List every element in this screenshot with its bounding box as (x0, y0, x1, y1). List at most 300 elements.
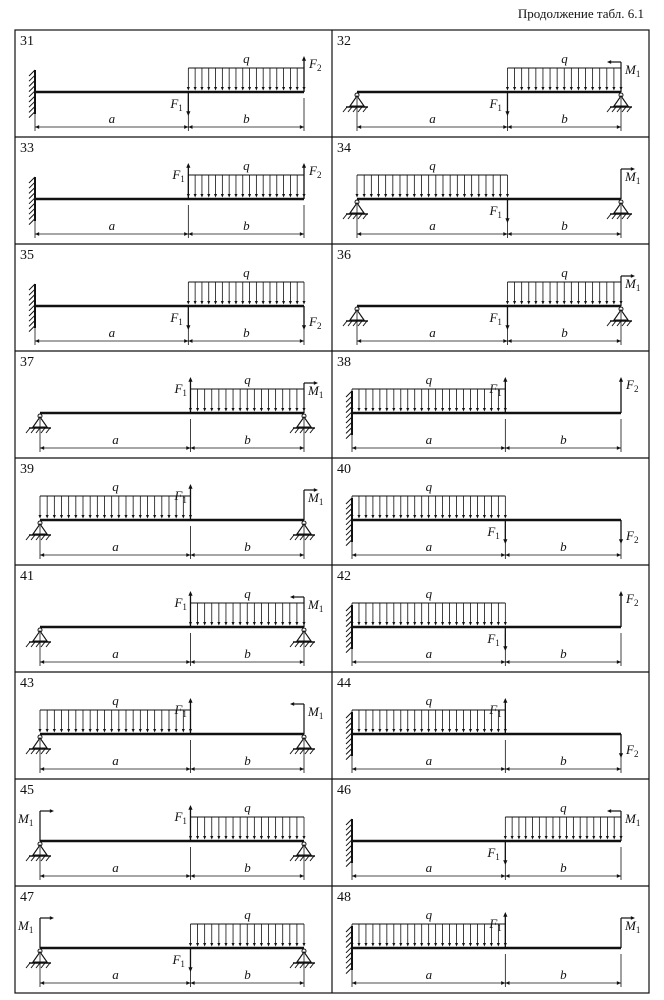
arrowhead (549, 301, 552, 305)
arrowhead (617, 660, 621, 664)
distributed-load-q (350, 496, 506, 519)
arrowhead (378, 515, 381, 519)
force-label-F1: $F_1$ (170, 96, 183, 113)
problem-number: 47 (20, 890, 34, 905)
arrowhead (483, 943, 486, 947)
arrowhead (196, 408, 199, 412)
arrowhead (274, 408, 277, 412)
arrowhead (527, 87, 530, 91)
arrowhead (619, 539, 623, 544)
problem-34 (337, 141, 640, 238)
arrowhead (132, 515, 135, 519)
arrowhead (371, 515, 374, 519)
arrowhead (186, 660, 190, 664)
arrowhead (196, 836, 199, 840)
arrowhead (300, 767, 304, 771)
arrowhead (239, 408, 242, 412)
arrowhead (476, 622, 479, 626)
arrowhead (355, 194, 358, 198)
dimension-label-a: a (425, 860, 433, 875)
pin-support-left (26, 414, 51, 433)
pin-support-right (290, 949, 315, 968)
arrowhead (357, 515, 360, 519)
arrowhead (490, 622, 493, 626)
arrowhead (296, 301, 299, 305)
arrowhead (182, 515, 185, 519)
arrowhead (352, 660, 356, 664)
arrowhead (507, 339, 511, 343)
arrowhead (534, 301, 537, 305)
arrowhead (224, 943, 227, 947)
arrowhead (188, 591, 192, 596)
arrowhead (497, 729, 500, 733)
arrowhead (551, 836, 554, 840)
problem-33 (20, 141, 322, 238)
force-label-F1: $F_1$ (174, 488, 187, 505)
arrowhead (364, 943, 367, 947)
arrowhead (302, 301, 305, 305)
moment-M1 (17, 809, 54, 841)
arrowhead (302, 325, 306, 330)
dimension-label-b: b (244, 432, 251, 447)
arrowhead (434, 943, 437, 947)
arrowhead (352, 874, 356, 878)
arrowhead (504, 515, 507, 519)
force-F2 (619, 591, 639, 627)
arrowhead (190, 553, 194, 557)
arrowhead (371, 729, 374, 733)
arrowhead (448, 729, 451, 733)
arrowhead (455, 729, 458, 733)
arrowhead (384, 194, 387, 198)
arrowhead (40, 874, 44, 878)
arrowhead (617, 446, 621, 450)
dimension-label-a: a (108, 325, 116, 340)
force-F2 (302, 163, 322, 199)
dimension-label-b: b (244, 753, 251, 768)
arrowhead (497, 408, 500, 412)
problem-number: 34 (337, 141, 351, 156)
arrowhead (281, 836, 284, 840)
arrowhead (524, 836, 527, 840)
arrowhead (288, 408, 291, 412)
arrowhead (505, 660, 509, 664)
arrowhead (363, 194, 366, 198)
arrowhead (413, 515, 416, 519)
arrowhead (506, 301, 509, 305)
arrowhead (160, 729, 163, 733)
arrowhead (505, 325, 509, 330)
arrowhead (507, 125, 511, 129)
arrowhead (281, 408, 284, 412)
arrowhead (67, 515, 70, 519)
arrowhead (541, 301, 544, 305)
arrowhead (371, 622, 374, 626)
arrowhead (103, 729, 106, 733)
problem-32 (337, 34, 640, 131)
moment-label-M1: $M_1$ (18, 811, 34, 828)
force-F1 (173, 591, 192, 627)
arrowhead (96, 729, 99, 733)
moment-label-M1: $M_1$ (308, 704, 324, 721)
arrowhead (385, 943, 388, 947)
arrowhead (579, 836, 582, 840)
arrowhead (520, 301, 523, 305)
problem-31 (20, 34, 322, 131)
force-label-F1: $F_1$ (489, 310, 502, 327)
arrowhead (565, 836, 568, 840)
arrowhead (462, 515, 465, 519)
arrowhead (188, 232, 192, 236)
arrowhead (398, 194, 401, 198)
arrowhead (74, 729, 77, 733)
arrowhead (406, 622, 409, 626)
arrowhead (38, 729, 41, 733)
arrowhead (392, 408, 395, 412)
force-label-F1: $F_1$ (170, 310, 183, 327)
arrowhead (406, 729, 409, 733)
dimension-lines (40, 526, 304, 559)
arrowhead (503, 339, 507, 343)
arrowhead (302, 56, 306, 61)
arrowhead (40, 446, 44, 450)
arrowhead (275, 87, 278, 91)
moment-label-M1: $M_1$ (18, 918, 34, 935)
problem-number: 46 (337, 783, 351, 798)
fixed-wall-support (29, 70, 35, 118)
arrowhead (352, 767, 356, 771)
arrowhead (300, 660, 304, 664)
arrowhead (175, 515, 178, 519)
arrowhead (427, 408, 430, 412)
load-label-q: q (425, 586, 433, 601)
arrowhead (117, 729, 120, 733)
force-label-F2: $F_2$ (309, 163, 322, 180)
arrowhead (267, 943, 270, 947)
arrowhead (364, 729, 367, 733)
dimension-label-b: b (244, 967, 251, 982)
arrowhead (392, 729, 395, 733)
arrowhead (570, 301, 573, 305)
force-F1 (169, 92, 190, 116)
force-F1 (171, 948, 192, 972)
force-label-F1: $F_1$ (489, 203, 502, 220)
arrowhead (89, 515, 92, 519)
arrowhead (377, 194, 380, 198)
force-label-F1: $F_1$ (174, 595, 187, 612)
moment-label-M1: $M_1$ (625, 62, 641, 79)
arrowhead (357, 408, 360, 412)
arrowhead (503, 539, 507, 544)
arrowhead (221, 194, 224, 198)
arrowhead (413, 408, 416, 412)
arrowhead (385, 622, 388, 626)
arrowhead (420, 729, 423, 733)
force-F2 (302, 56, 322, 92)
arrowhead (60, 515, 63, 519)
arrowhead (462, 408, 465, 412)
fixed-wall-support (346, 498, 352, 546)
arrowhead (352, 446, 356, 450)
arrowhead (420, 515, 423, 519)
dimension-label-b: b (561, 325, 568, 340)
arrowhead (598, 87, 601, 91)
arrowhead (492, 194, 495, 198)
arrowhead (221, 301, 224, 305)
dimension-label-b: b (244, 860, 251, 875)
arrowhead (420, 408, 423, 412)
problem-number: 42 (337, 569, 351, 584)
arrowhead (499, 194, 502, 198)
arrowhead (556, 87, 559, 91)
arrowhead (497, 622, 500, 626)
distributed-load-q (504, 817, 623, 840)
arrowhead (413, 194, 416, 198)
arrowhead (160, 515, 163, 519)
dimension-label-b: b (561, 111, 568, 126)
arrowhead (268, 301, 271, 305)
arrowhead (281, 943, 284, 947)
dimension-label-a: a (429, 111, 436, 126)
arrowhead (190, 660, 194, 664)
pin-support-right (290, 842, 315, 861)
load-label-q: q (112, 479, 119, 494)
arrowhead (469, 943, 472, 947)
problem-number: 31 (20, 34, 34, 49)
moment-M1 (621, 916, 640, 948)
arrowhead (617, 874, 621, 878)
arrowhead (427, 943, 430, 947)
fixed-wall-support (29, 284, 35, 332)
arrowhead (217, 836, 220, 840)
arrowhead (592, 836, 595, 840)
arrowhead (585, 836, 588, 840)
arrowhead (572, 836, 575, 840)
arrowhead (262, 194, 265, 198)
problem-37 (20, 355, 323, 452)
force-label-F1: $F_1$ (174, 381, 187, 398)
moment-label-M1: $M_1$ (625, 811, 641, 828)
distributed-load-q (350, 389, 506, 412)
arrowhead (35, 125, 39, 129)
arrowhead (619, 377, 623, 382)
arrowhead (503, 912, 507, 917)
dimension-label-b: b (243, 218, 250, 233)
arrowhead (448, 943, 451, 947)
distributed-load-q (38, 496, 192, 519)
arrowhead (196, 943, 199, 947)
arrowhead (506, 87, 509, 91)
arrowhead (203, 836, 206, 840)
arrowhead (497, 515, 500, 519)
dimension-label-a: a (425, 753, 433, 768)
arrowhead (476, 729, 479, 733)
arrowhead (188, 967, 192, 972)
problem-48 (337, 890, 640, 987)
arrowhead (427, 194, 430, 198)
arrowhead (503, 860, 507, 865)
arrowhead (282, 87, 285, 91)
arrowhead (188, 377, 192, 382)
arrowhead (248, 194, 251, 198)
arrowhead (501, 660, 505, 664)
arrowhead (210, 836, 213, 840)
problem-number: 36 (337, 248, 351, 263)
dimension-label-b: b (560, 967, 567, 982)
arrowhead (462, 729, 465, 733)
arrowhead (295, 622, 298, 626)
arrowhead (490, 408, 493, 412)
arrowhead (207, 194, 210, 198)
arrowhead (203, 408, 206, 412)
fixed-wall-support (346, 926, 352, 974)
arrowhead (490, 729, 493, 733)
distributed-load-q (355, 175, 509, 198)
dimension-label-a: a (429, 218, 436, 233)
arrowhead (81, 515, 84, 519)
dimension-label-a: a (425, 432, 433, 447)
arrowhead (503, 377, 507, 382)
arrowhead (300, 446, 304, 450)
moment-M1 (607, 809, 640, 841)
arrowhead (503, 125, 507, 129)
arrowhead (469, 515, 472, 519)
moment-label-M1: $M_1$ (308, 597, 324, 614)
arrowhead (186, 325, 190, 330)
arrowhead (513, 87, 516, 91)
arrowhead (187, 301, 190, 305)
problem-number: 39 (20, 462, 34, 477)
arrowhead (267, 408, 270, 412)
force-label-F2: $F_2$ (626, 377, 639, 394)
arrowhead (427, 622, 430, 626)
fixed-wall-support (29, 177, 35, 225)
arrowhead (357, 943, 360, 947)
arrowhead (441, 622, 444, 626)
dimension-label-b: b (561, 218, 568, 233)
arrowhead (246, 943, 249, 947)
arrowhead (274, 943, 277, 947)
pin-support-right (607, 200, 632, 219)
arrowhead (511, 836, 514, 840)
arrowhead (186, 981, 190, 985)
arrowhead (448, 515, 451, 519)
arrowhead (248, 87, 251, 91)
dimension-lines (40, 419, 304, 452)
arrowhead (246, 622, 249, 626)
arrowhead (505, 553, 509, 557)
arrowhead (477, 194, 480, 198)
arrowhead (449, 194, 452, 198)
pin-support-right (290, 628, 315, 647)
arrowhead (289, 194, 292, 198)
arrowhead (228, 194, 231, 198)
problem-number: 35 (20, 248, 34, 263)
pin-support-left (26, 628, 51, 647)
arrowhead (607, 60, 611, 64)
arrowhead (187, 87, 190, 91)
dimension-label-a: a (112, 753, 119, 768)
arrowhead (234, 87, 237, 91)
arrowhead (385, 408, 388, 412)
dimension-label-a: a (429, 325, 436, 340)
arrowhead (527, 301, 530, 305)
distributed-load-q (350, 710, 506, 733)
arrowhead (399, 515, 402, 519)
arrowhead (295, 408, 298, 412)
force-label-F1: $F_1$ (172, 167, 185, 184)
arrowhead (217, 408, 220, 412)
arrowhead (406, 408, 409, 412)
arrowhead (40, 553, 44, 557)
moment-M1 (304, 381, 323, 413)
load-label-q: q (560, 800, 567, 815)
arrowhead (462, 622, 465, 626)
arrowhead (40, 660, 44, 664)
arrowhead (538, 836, 541, 840)
arrowhead (255, 87, 258, 91)
arrowhead (260, 622, 263, 626)
dimension-label-a: a (425, 539, 433, 554)
arrowhead (441, 729, 444, 733)
pin-support-left (343, 307, 368, 326)
arrowhead (352, 553, 356, 557)
problem-number: 45 (20, 783, 34, 798)
dimension-label-a: a (108, 111, 116, 126)
distributed-load-q (189, 924, 306, 947)
arrowhead (282, 194, 285, 198)
arrowhead (253, 836, 256, 840)
arrowhead (545, 836, 548, 840)
arrowhead (441, 943, 444, 947)
arrowhead (203, 943, 206, 947)
arrowhead (255, 301, 258, 305)
pin-support-right (290, 521, 315, 540)
arrowhead (282, 301, 285, 305)
arrowhead (501, 874, 505, 878)
arrowhead (357, 339, 361, 343)
arrowhead (241, 194, 244, 198)
pin-support-right (607, 307, 632, 326)
arrowhead (469, 408, 472, 412)
arrowhead (441, 194, 444, 198)
arrowhead (378, 622, 381, 626)
distributed-load-q (187, 175, 306, 198)
dimension-lines (40, 633, 304, 666)
arrowhead (448, 408, 451, 412)
arrowhead (505, 111, 509, 116)
arrowhead (501, 767, 505, 771)
arrowhead (214, 301, 217, 305)
arrowhead (391, 194, 394, 198)
dimension-label-a: a (112, 967, 119, 982)
arrowhead (288, 622, 291, 626)
arrowhead (476, 943, 479, 947)
arrowhead (268, 87, 271, 91)
arrowhead (189, 943, 192, 947)
arrowhead (300, 874, 304, 878)
arrowhead (378, 943, 381, 947)
load-label-q: q (243, 265, 250, 280)
force-F2 (302, 306, 322, 331)
arrowhead (300, 232, 304, 236)
problem-number: 38 (337, 355, 351, 370)
arrowhead (295, 836, 298, 840)
arrowhead (399, 943, 402, 947)
arrowhead (520, 87, 523, 91)
problem-42 (337, 569, 639, 666)
arrowhead (207, 87, 210, 91)
